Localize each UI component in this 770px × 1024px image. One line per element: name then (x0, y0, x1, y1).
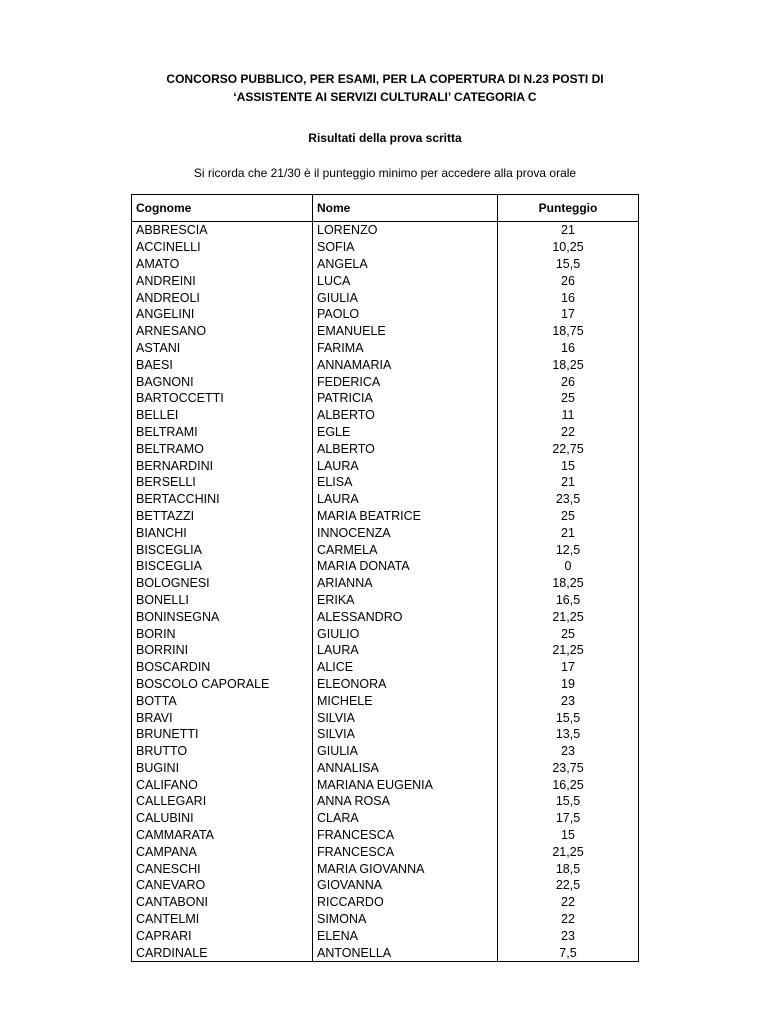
table-row (132, 843, 639, 860)
table-row (132, 457, 639, 474)
table-row (132, 894, 639, 911)
cell-nome: ELISA (313, 474, 498, 491)
table-row (132, 726, 639, 743)
table-row (132, 541, 639, 558)
header-punteggio: Punteggio (498, 195, 639, 222)
cell-punteggio: 21 (498, 222, 639, 239)
cell-nome: GIOVANNA (313, 877, 498, 894)
cell-nome: RICCARDO (313, 894, 498, 911)
cell-cognome: ANDREOLI (132, 289, 313, 306)
table-row (132, 743, 639, 760)
cell-nome: FRANCESCA (313, 843, 498, 860)
cell-cognome: BOLOGNESI (132, 575, 313, 592)
table-row (132, 911, 639, 928)
cell-cognome: CANEVARO (132, 877, 313, 894)
cell-cognome: CALIFANO (132, 776, 313, 793)
cell-cognome: BIANCHI (132, 524, 313, 541)
cell-punteggio: 16,25 (498, 776, 639, 793)
cell-punteggio: 11 (498, 407, 639, 424)
table-row (132, 306, 639, 323)
cell-punteggio: 22,75 (498, 440, 639, 457)
cell-punteggio: 7,5 (498, 944, 639, 961)
table-row (132, 810, 639, 827)
table-row (132, 676, 639, 693)
minimum-score-note: Si ricorda che 21/30 è il punteggio minimo per accedere alla prova orale (193, 166, 577, 180)
cell-cognome: BOTTA (132, 692, 313, 709)
cell-cognome: BERTACCHINI (132, 491, 313, 508)
cell-cognome: BORRINI (132, 642, 313, 659)
table-row (132, 877, 639, 894)
cell-cognome: BONELLI (132, 592, 313, 609)
cell-punteggio: 12,5 (498, 541, 639, 558)
cell-punteggio: 15,5 (498, 256, 639, 273)
cell-nome: GIULIA (313, 743, 498, 760)
cell-punteggio: 22,5 (498, 877, 639, 894)
cell-nome: PATRICIA (313, 390, 498, 407)
cell-cognome: ANDREINI (132, 272, 313, 289)
cell-nome: ANGELA (313, 256, 498, 273)
table-row (132, 272, 639, 289)
cell-nome: ALBERTO (313, 407, 498, 424)
table-row (132, 793, 639, 810)
cell-nome: MARIANA EUGENIA (313, 776, 498, 793)
cell-nome: PAOLO (313, 306, 498, 323)
cell-nome: ANNALISA (313, 760, 498, 777)
cell-punteggio: 26 (498, 373, 639, 390)
table-row (132, 474, 639, 491)
table-row (132, 356, 639, 373)
cell-punteggio: 25 (498, 625, 639, 642)
cell-nome: SILVIA (313, 709, 498, 726)
table-row (132, 390, 639, 407)
cell-nome: EMANUELE (313, 323, 498, 340)
cell-cognome: CANTELMI (132, 911, 313, 928)
cell-cognome: ACCINELLI (132, 239, 313, 256)
cell-cognome: CALLEGARI (132, 793, 313, 810)
cell-punteggio: 21 (498, 524, 639, 541)
cell-punteggio: 16 (498, 340, 639, 357)
cell-cognome: BETTAZZI (132, 508, 313, 525)
document-subtitle: Risultati della prova scritta (308, 131, 462, 145)
cell-nome: ANNA ROSA (313, 793, 498, 810)
table-row (132, 944, 639, 961)
cell-punteggio: 18,75 (498, 323, 639, 340)
cell-cognome: CAMPANA (132, 843, 313, 860)
cell-nome: ALICE (313, 659, 498, 676)
table-row (132, 608, 639, 625)
table-row (132, 642, 639, 659)
table-row (132, 407, 639, 424)
cell-punteggio: 21,25 (498, 608, 639, 625)
cell-cognome: CALUBINI (132, 810, 313, 827)
cell-nome: EGLE (313, 424, 498, 441)
cell-punteggio: 23,5 (498, 491, 639, 508)
table-row (132, 289, 639, 306)
cell-cognome: BORIN (132, 625, 313, 642)
cell-cognome: BAESI (132, 356, 313, 373)
table-row (132, 575, 639, 592)
cell-punteggio: 17,5 (498, 810, 639, 827)
cell-nome: FRANCESCA (313, 827, 498, 844)
cell-nome: LAURA (313, 642, 498, 659)
cell-nome: CLARA (313, 810, 498, 827)
cell-punteggio: 21 (498, 474, 639, 491)
cell-punteggio: 22 (498, 424, 639, 441)
table-row (132, 760, 639, 777)
cell-cognome: CANESCHI (132, 860, 313, 877)
cell-punteggio: 23 (498, 927, 639, 944)
cell-nome: ANNAMARIA (313, 356, 498, 373)
cell-nome: SOFIA (313, 239, 498, 256)
cell-punteggio: 10,25 (498, 239, 639, 256)
cell-cognome: CARDINALE (132, 944, 313, 961)
cell-cognome: ABBRESCIA (132, 222, 313, 239)
table-row (132, 491, 639, 508)
cell-cognome: CANTABONI (132, 894, 313, 911)
cell-nome: ALESSANDRO (313, 608, 498, 625)
cell-nome: ALBERTO (313, 440, 498, 457)
cell-nome: ELEONORA (313, 676, 498, 693)
table-row (132, 827, 639, 844)
cell-punteggio: 16 (498, 289, 639, 306)
cell-punteggio: 21,25 (498, 642, 639, 659)
cell-punteggio: 13,5 (498, 726, 639, 743)
cell-cognome: BRAVI (132, 709, 313, 726)
table-row (132, 239, 639, 256)
cell-cognome: BOSCARDIN (132, 659, 313, 676)
table-row (132, 860, 639, 877)
cell-cognome: BOSCOLO CAPORALE (132, 676, 313, 693)
cell-punteggio: 15,5 (498, 793, 639, 810)
cell-nome: MICHELE (313, 692, 498, 709)
cell-nome: ANTONELLA (313, 944, 498, 961)
cell-punteggio: 19 (498, 676, 639, 693)
cell-cognome: BRUTTO (132, 743, 313, 760)
cell-punteggio: 16,5 (498, 592, 639, 609)
document-title (0, 70, 770, 106)
table-row (132, 524, 639, 541)
cell-nome: MARIA DONATA (313, 558, 498, 575)
cell-punteggio: 22 (498, 894, 639, 911)
cell-punteggio: 17 (498, 659, 639, 676)
cell-punteggio: 18,25 (498, 356, 639, 373)
cell-cognome: BONINSEGNA (132, 608, 313, 625)
cell-cognome: BERNARDINI (132, 457, 313, 474)
table-row (132, 709, 639, 726)
cell-nome: LAURA (313, 491, 498, 508)
cell-cognome: BELLEI (132, 407, 313, 424)
cell-punteggio: 0 (498, 558, 639, 575)
table-row (132, 592, 639, 609)
table-row (132, 340, 639, 357)
cell-cognome: BELTRAMO (132, 440, 313, 457)
cell-nome: MARIA GIOVANNA (313, 860, 498, 877)
cell-cognome: BUGINI (132, 760, 313, 777)
cell-nome: LAURA (313, 457, 498, 474)
cell-cognome: BERSELLI (132, 474, 313, 491)
cell-punteggio: 23 (498, 743, 639, 760)
cell-nome: GIULIA (313, 289, 498, 306)
table-row (132, 558, 639, 575)
cell-punteggio: 15 (498, 457, 639, 474)
cell-cognome: BRUNETTI (132, 726, 313, 743)
cell-nome: SIMONA (313, 911, 498, 928)
cell-cognome: CAPRARI (132, 927, 313, 944)
cell-punteggio: 21,25 (498, 843, 639, 860)
cell-nome: FARIMA (313, 340, 498, 357)
cell-cognome: ARNESANO (132, 323, 313, 340)
cell-nome: FEDERICA (313, 373, 498, 390)
cell-nome: LUCA (313, 272, 498, 289)
table-row (132, 424, 639, 441)
cell-punteggio: 25 (498, 390, 639, 407)
cell-nome: MARIA BEATRICE (313, 508, 498, 525)
cell-nome: ARIANNA (313, 575, 498, 592)
cell-cognome: AMATO (132, 256, 313, 273)
table-row (132, 256, 639, 273)
cell-nome: GIULIO (313, 625, 498, 642)
cell-cognome: CAMMARATA (132, 827, 313, 844)
cell-punteggio: 22 (498, 911, 639, 928)
table-row (132, 692, 639, 709)
cell-nome: CARMELA (313, 541, 498, 558)
header-cognome: Cognome (132, 195, 313, 222)
cell-punteggio: 25 (498, 508, 639, 525)
cell-cognome: BISCEGLIA (132, 558, 313, 575)
table-row (132, 927, 639, 944)
title-line-2: ‘ASSISTENTE AI SERVIZI CULTURALI’ CATEGORIA C (233, 90, 537, 104)
cell-punteggio: 23 (498, 692, 639, 709)
table-header-row (132, 195, 639, 222)
cell-punteggio: 23,75 (498, 760, 639, 777)
cell-nome: SILVIA (313, 726, 498, 743)
table-row (132, 625, 639, 642)
cell-cognome: BELTRAMI (132, 424, 313, 441)
cell-nome: ERIKA (313, 592, 498, 609)
table-row (132, 373, 639, 390)
cell-nome: INNOCENZA (313, 524, 498, 541)
cell-nome: LORENZO (313, 222, 498, 239)
table-row (132, 508, 639, 525)
table-row (132, 323, 639, 340)
cell-cognome: BISCEGLIA (132, 541, 313, 558)
cell-cognome: ANGELINI (132, 306, 313, 323)
cell-punteggio: 18,25 (498, 575, 639, 592)
cell-nome: ELENA (313, 927, 498, 944)
cell-punteggio: 15 (498, 827, 639, 844)
results-table (131, 194, 639, 962)
cell-punteggio: 15,5 (498, 709, 639, 726)
cell-cognome: BARTOCCETTI (132, 390, 313, 407)
table-row (132, 659, 639, 676)
cell-punteggio: 18,5 (498, 860, 639, 877)
header-nome: Nome (313, 195, 498, 222)
cell-cognome: BAGNONI (132, 373, 313, 390)
table-row (132, 776, 639, 793)
cell-punteggio: 17 (498, 306, 639, 323)
table-row (132, 222, 639, 239)
title-line-1: CONCORSO PUBBLICO, PER ESAMI, PER LA COPERTURA DI N.23 POSTI DI (166, 72, 604, 86)
table-row (132, 440, 639, 457)
cell-cognome: ASTANI (132, 340, 313, 357)
cell-punteggio: 26 (498, 272, 639, 289)
results-table-body (132, 222, 639, 962)
